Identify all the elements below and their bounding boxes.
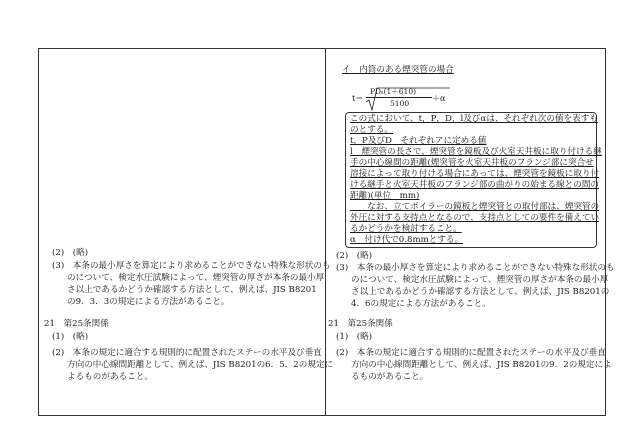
left-section-item-2-line-3: よるものがあること。 — [67, 372, 153, 382]
right-item-3-line-1: (3) 本条の最小厚さを算定により求めることができない特殊な形状のも — [336, 263, 615, 273]
right-item-3-line-3: さ以上であるかどうか確認する方法として、例えば、JIS B8201の — [351, 287, 610, 297]
box-line-1: この式において、t，P，D，l及びαは、それぞれ次の値を表すも — [350, 114, 598, 124]
left-item-3-line-3: さ以上であるかどうか確認する方法として、例えば、JIS B8201 — [67, 285, 317, 295]
right-section-item-1: (1) (略) — [336, 332, 373, 342]
box-line-9: なお、立てボイラーの鏡板と煙突管との取付部は、煙突管の — [350, 202, 600, 212]
box-line-8: 距離)(単位 mm) — [350, 191, 420, 201]
formula-t: t＝ — [352, 94, 364, 103]
box-line-5: 手の中心線間の距離(煙突管を火室天井板のフランジ部に突合せ — [350, 158, 594, 168]
formula-numerator: PDₛ(1＋610) — [370, 87, 417, 96]
formula-denominator: 5100 — [390, 99, 410, 108]
right-section-heading: 21 第25条関係 — [328, 319, 393, 329]
formula-tail: ＋α — [432, 94, 446, 103]
right-item-2: (2) (略) — [336, 251, 373, 261]
left-item-3-line-1: (3) 本条の最小厚さを算定により求めることができない特殊な形状のも — [52, 261, 331, 271]
fraction-bar — [366, 97, 432, 98]
left-section-item-2-line-1: (2) 本条の規定に適合する規則的に配置されたステーの水平及び垂直 — [52, 348, 322, 358]
box-line-7: ける継手と火室天井板のフランジ部の曲がりの始まる線との間の — [350, 180, 600, 190]
box-line-3: t，P及びD それぞれアに定める値 — [350, 136, 487, 146]
left-section-item-1: (1) (略) — [52, 332, 89, 342]
box-line-11: るかどうかを検討すること。 — [350, 224, 462, 234]
right-section-item-2-line-2: 方向の中心線間距離として、例えば、JIS B8201の9．2の規定によ — [351, 360, 612, 370]
box-line-4: l 煙突管の長さで、煙突管を鏡板及び火室天井板に取り付ける継 — [350, 147, 602, 157]
formula-fraction — [362, 84, 442, 112]
left-item-3-line-2: のについて、検定水圧試験によって、煙突管の厚さが本条の最小厚 — [67, 273, 325, 283]
right-heading: イ 内筒のある煙突管の場合 — [342, 65, 454, 75]
box-line-10: 外圧に対する支持点となるので、支持点としての要件を備えてい — [350, 213, 600, 223]
left-section-heading: 21 第25条関係 — [44, 319, 109, 329]
box-line-12: α 付け代で0.8mmとする。 — [350, 235, 464, 245]
right-section-item-2-line-1: (2) 本条の規定に適合する規則的に配置されたステーの水平及び垂直 — [336, 348, 606, 358]
left-item-3-line-4: の9．3．3の規定による方法があること。 — [67, 297, 230, 307]
right-item-3-line-2: のについて、検定水圧試験によって、煙突管の厚さが本条の最小厚 — [351, 275, 609, 285]
left-section-item-2-line-2: 方向の中心線間距離として、例えば、JIS B8201の6．5．2の規定に — [67, 360, 334, 370]
right-item-3-line-4: 4．6の規定による方法があること。 — [351, 299, 491, 309]
box-line-6: 溶接によって取り付ける場合にあっては、煙突管を鏡板に取り付 — [350, 169, 600, 179]
right-section-item-2-line-3: るものがあること。 — [351, 372, 429, 382]
left-item-2: (2) (略) — [52, 248, 89, 258]
box-line-2: のとする。 — [350, 125, 393, 135]
